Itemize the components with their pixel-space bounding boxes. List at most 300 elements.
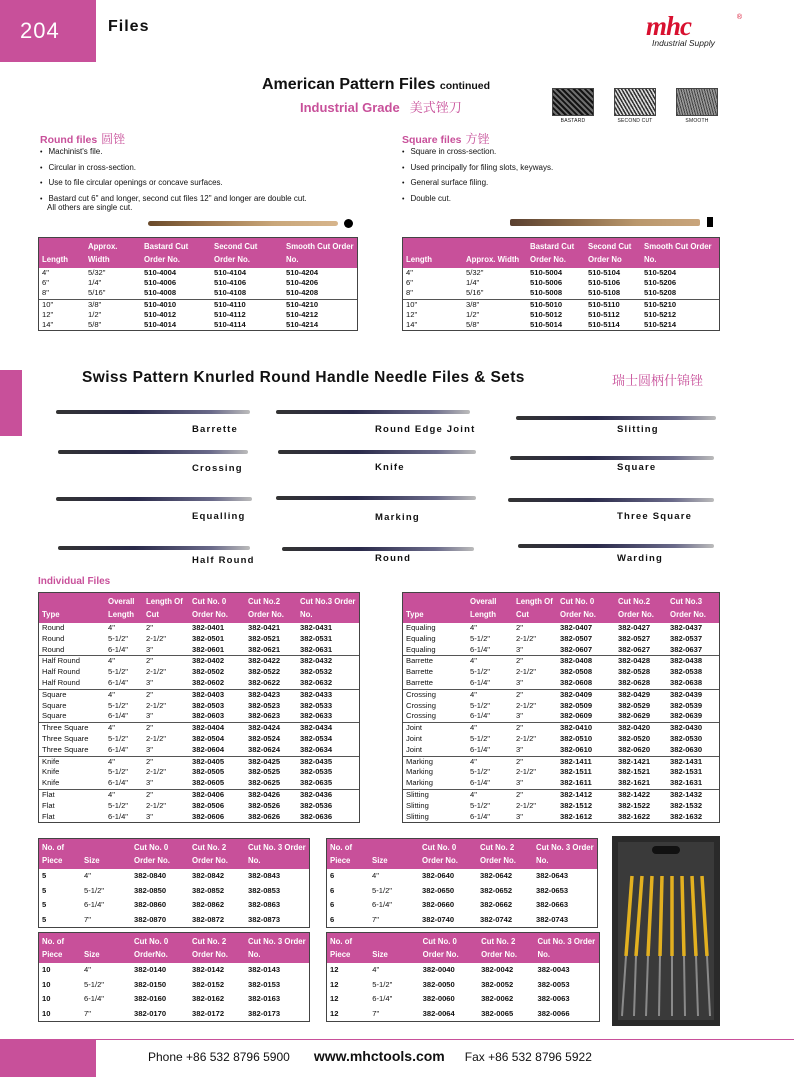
- table-cell: 382-0522: [248, 667, 281, 677]
- table-cell: 382-0063: [537, 994, 570, 1003]
- table-cell: 2": [513, 756, 557, 767]
- table-row: [39, 667, 359, 678]
- table-row: [39, 767, 359, 778]
- table-cell: 382-0742: [480, 914, 513, 924]
- table-cell: 10: [42, 979, 51, 989]
- table-cell: 510-5106: [588, 278, 621, 288]
- table-cell: 4": [467, 756, 513, 767]
- table-cell: 2-1/2": [146, 700, 167, 710]
- table-header-row: [403, 593, 719, 623]
- column-header: No. of Piece: [327, 839, 369, 869]
- table-cell: 382-0163: [248, 994, 281, 1003]
- table-cell: 5-1/2": [372, 885, 393, 895]
- table-cell: 5-1/2": [108, 633, 129, 643]
- table-cell: 382-0527: [618, 633, 651, 643]
- table-cell: 5-1/2": [470, 667, 491, 677]
- table-cell: 6-1/4": [470, 811, 491, 821]
- table-row: [39, 656, 359, 667]
- table-cell: 510-4108: [214, 288, 247, 298]
- table-cell: 382-0409: [557, 689, 615, 700]
- column-header: Cut No. 3 Order No.: [533, 839, 597, 869]
- american-title-suffix: continued: [439, 80, 491, 92]
- table-cell: 382-0533: [300, 700, 333, 710]
- individual-files-heading: Individual Files: [38, 576, 111, 587]
- table-cell: 382-0401: [192, 623, 225, 632]
- table-cell: 382-0426: [245, 789, 297, 800]
- table-cell: 382-0523: [248, 700, 281, 710]
- table-cell: 6-1/4": [372, 900, 393, 909]
- table-cell: 510-4104: [214, 268, 247, 277]
- table-cell: Equaling: [406, 623, 436, 632]
- table-cell: 3": [516, 644, 523, 654]
- column-header: Length: [39, 238, 85, 268]
- table-cell: 510-4008: [144, 288, 177, 298]
- table-row: [403, 268, 719, 278]
- table-cell: 382-1511: [560, 767, 592, 777]
- table-cell: 1/4": [88, 278, 102, 288]
- label-equalling: Equalling: [192, 511, 246, 522]
- table-cell: 6": [406, 278, 413, 288]
- table-cell: 382-0873: [248, 914, 281, 924]
- table-cell: 382-1622: [618, 811, 651, 821]
- label-three-square: Three Square: [617, 511, 693, 522]
- table-cell: 382-0532: [300, 667, 333, 677]
- table-cell: 382-0863: [248, 900, 281, 909]
- round-file-image: [148, 221, 338, 226]
- table-cell: 382-0627: [618, 644, 651, 654]
- table-cell: 382-0663: [536, 900, 569, 909]
- table-cell: 510-5114: [588, 320, 620, 330]
- square-file-image: [510, 219, 700, 226]
- table-cell: 382-0634: [300, 744, 333, 754]
- table-cell: 510-5212: [644, 309, 677, 319]
- table-cell: 510-4112: [214, 309, 246, 319]
- table-row: [39, 913, 309, 928]
- registered-mark: ®: [736, 14, 742, 21]
- table-cell: 382-0534: [300, 733, 333, 743]
- table-cell: 510-5112: [588, 309, 620, 319]
- table-cell: 382-0502: [192, 667, 225, 677]
- column-header: No. of Piece: [39, 933, 81, 963]
- table-cell: 5-1/2": [470, 633, 491, 643]
- table-cell: Flat: [39, 789, 105, 800]
- table-row: [327, 963, 599, 978]
- table-cell: 382-1532: [670, 800, 703, 810]
- table-cell: Joint: [403, 723, 467, 734]
- table-cell: 382-0428: [615, 656, 667, 667]
- table-cell: 510-5214: [644, 320, 677, 330]
- label-round-edge-joint: Round Edge Joint: [375, 424, 476, 435]
- set-table-12pc: [326, 932, 600, 1022]
- table-cell: 382-0621: [248, 644, 281, 654]
- label-warding: Warding: [617, 553, 664, 564]
- table-cell: 382-0601: [192, 644, 225, 654]
- table-cell: 382-0862: [192, 900, 225, 909]
- table-cell: Marking: [406, 778, 434, 788]
- table-cell: 382-0633: [300, 711, 333, 721]
- table-cell: 4": [467, 789, 513, 800]
- american-title: [262, 76, 490, 94]
- table-cell: 6-1/4": [84, 900, 105, 909]
- table-cell: 382-0060: [422, 994, 455, 1003]
- table-cell: 3": [516, 744, 523, 754]
- column-header: Cut No. 3 Order No.: [245, 933, 309, 963]
- table-cell: 382-0170: [134, 1008, 167, 1018]
- table-cell: 5/16": [88, 288, 106, 298]
- needle-file-slitting: [516, 416, 716, 420]
- table-cell: 2-1/2": [516, 633, 537, 643]
- table-cell: 382-0153: [248, 979, 281, 989]
- table-cell: Barrette: [406, 667, 434, 677]
- table-cell: 5-1/2": [108, 767, 129, 777]
- table-cell: 2": [513, 689, 557, 700]
- table-row: [39, 745, 359, 756]
- table-cell: 1/4": [466, 278, 480, 288]
- table-cell: Half Round: [42, 677, 80, 687]
- table-row: [39, 701, 359, 712]
- table-cell: 382-0172: [192, 1008, 225, 1018]
- label-knife: Knife: [375, 462, 405, 473]
- table-row: [403, 656, 719, 667]
- table-row: [39, 634, 359, 645]
- table-cell: 3": [146, 711, 153, 721]
- table-cell: 382-0062: [481, 994, 514, 1003]
- table-cell: 382-0431: [300, 623, 333, 632]
- table-cell: 3": [516, 811, 523, 821]
- table-cell: 382-0421: [248, 623, 281, 632]
- table-cell: 6-1/4": [470, 711, 491, 721]
- heading-text: Round files: [40, 134, 98, 146]
- table-cell: Square: [39, 689, 105, 700]
- table-cell: 6: [330, 885, 335, 895]
- column-header: Cut No.2 Order No.: [245, 593, 297, 623]
- table-cell: Crossing: [403, 689, 467, 700]
- table-cell: 382-0740: [422, 914, 455, 924]
- table-cell: 382-0602: [192, 677, 225, 687]
- table-cell: 382-0439: [667, 689, 719, 700]
- table-cell: Knife: [42, 767, 60, 777]
- label-barrette: Barrette: [192, 424, 239, 435]
- needle-file-crossing: [58, 450, 248, 454]
- table-cell: 2": [143, 723, 189, 734]
- table-cell: 382-0430: [667, 723, 719, 734]
- table-cell: Round: [42, 633, 65, 643]
- table-cell: 382-1531: [670, 767, 703, 777]
- table-cell: 5-1/2": [84, 885, 105, 895]
- column-header: Cut No. 3 Order No.: [245, 839, 309, 869]
- table-cell: 382-0870: [134, 914, 167, 924]
- table-cell: 3": [516, 778, 523, 788]
- needle-file-set-package-image: [612, 836, 720, 1026]
- table-cell: Equaling: [406, 644, 436, 654]
- table-row: [39, 711, 359, 722]
- table-row: [327, 884, 597, 899]
- table-cell: 510-4206: [286, 278, 319, 288]
- column-header: Cut No. 2 Order No.: [478, 933, 534, 963]
- needle-file-half-round: [58, 546, 250, 550]
- table-cell: 382-0524: [248, 733, 281, 743]
- table-cell: 382-0140: [134, 965, 167, 974]
- table-cell: 10": [403, 299, 463, 310]
- table-cell: 10: [42, 965, 51, 974]
- table-cell: 382-0422: [245, 656, 297, 667]
- column-header: Second Cut Order No: [585, 238, 641, 268]
- table-cell: 382-0872: [192, 914, 225, 924]
- table-cell: 5-1/2": [84, 979, 105, 989]
- table-cell: 382-0065: [481, 1008, 514, 1018]
- table-cell: 5-1/2": [372, 979, 393, 989]
- column-header: Size: [369, 839, 419, 869]
- table-cell: 14": [406, 320, 418, 330]
- needle-file-three-square: [508, 498, 714, 502]
- table-cell: 382-0501: [192, 633, 225, 643]
- table-cell: 382-0625: [248, 778, 281, 788]
- table-row: [403, 689, 719, 700]
- table-cell: 6": [42, 278, 49, 288]
- table-cell: 382-0064: [422, 1008, 455, 1018]
- table-row: [39, 778, 359, 789]
- table-cell: 2-1/2": [516, 667, 537, 677]
- table-cell: 382-0843: [248, 871, 281, 880]
- table-cell: 6-1/4": [108, 644, 129, 654]
- table-cell: 382-0528: [618, 667, 651, 677]
- table-row: [403, 678, 719, 689]
- column-header: Cut No. 2 Order No.: [477, 839, 533, 869]
- table-row: [403, 623, 719, 634]
- table-row: [403, 645, 719, 656]
- swatch-label: SMOOTH: [685, 118, 709, 124]
- table-cell: 510-4004: [144, 268, 177, 277]
- table-cell: 382-0143: [248, 965, 281, 974]
- table-cell: 382-1422: [615, 789, 667, 800]
- table-cell: 5-1/2": [108, 800, 129, 810]
- american-subtitle: [300, 97, 462, 116]
- table-row: [403, 288, 719, 299]
- individual-files-table-right: [402, 592, 720, 823]
- table-cell: 382-0508: [560, 667, 593, 677]
- table-cell: 382-0162: [192, 994, 225, 1003]
- footer-accent: [0, 1039, 96, 1077]
- heading-text: Square files: [402, 134, 462, 146]
- table-cell: 6-1/4": [108, 811, 129, 821]
- round-files-bullets: [40, 145, 307, 207]
- table-cell: 382-1421: [615, 756, 667, 767]
- table-cell: 5/32": [466, 268, 484, 277]
- table-cell: 382-0842: [192, 871, 225, 880]
- table-cell: 382-0632: [300, 677, 333, 687]
- table-cell: 4": [372, 965, 380, 974]
- set-table-6pc: [326, 838, 598, 928]
- table-cell: 382-0438: [667, 656, 719, 667]
- table-cell: 382-0622: [248, 677, 281, 687]
- table-cell: 382-0650: [422, 885, 455, 895]
- table-cell: 2-1/2": [146, 667, 167, 677]
- table-cell: 382-0538: [670, 667, 703, 677]
- table-cell: 382-0603: [192, 711, 225, 721]
- side-tab: [0, 370, 22, 436]
- round-profile-icon: [344, 219, 353, 228]
- table: [39, 593, 359, 822]
- table-cell: 382-1411: [557, 756, 615, 767]
- table-cell: 8": [406, 288, 413, 298]
- table-row: [403, 723, 719, 734]
- table-cell: 510-5008: [530, 288, 563, 298]
- table-cell: 382-0520: [618, 733, 651, 743]
- table-cell: 382-0652: [480, 885, 513, 895]
- table-cell: 382-1621: [618, 778, 651, 788]
- table-cell: 382-0640: [422, 871, 455, 880]
- table-row: [39, 978, 309, 993]
- table-cell: 382-1612: [560, 811, 593, 821]
- table-row: [403, 767, 719, 778]
- table-cell: 10: [42, 994, 51, 1003]
- american-title-text: American Pattern Files: [262, 76, 436, 93]
- column-header: Cut No.3 Order No.: [667, 593, 719, 623]
- table-row: [39, 268, 357, 278]
- table-cell: 4": [406, 268, 413, 277]
- table-cell: 382-0507: [560, 633, 593, 643]
- table-cell: 2-1/2": [516, 700, 537, 710]
- table-cell: 382-0435: [297, 756, 359, 767]
- table-cell: Joint: [406, 744, 423, 754]
- table-cell: 4": [105, 723, 143, 734]
- table-cell: 382-0536: [300, 800, 333, 810]
- table-cell: 12": [406, 309, 418, 319]
- table-cell: 5-1/2": [470, 733, 491, 743]
- table-cell: 382-0503: [192, 700, 225, 710]
- table-cell: 382-0606: [192, 811, 225, 821]
- table-cell: 510-5010: [527, 299, 585, 310]
- table-cell: 382-0521: [248, 633, 281, 643]
- table-cell: 5/8": [88, 320, 102, 330]
- set-table-10pc: [38, 932, 310, 1022]
- table-header-row: [39, 238, 357, 268]
- table-cell: 510-4212: [286, 309, 319, 319]
- section-title: Files: [108, 18, 150, 35]
- table-cell: 382-1431: [667, 756, 719, 767]
- table-cell: 382-0743: [536, 914, 569, 924]
- table-cell: 3": [516, 711, 523, 721]
- table-cell: 382-0427: [618, 623, 651, 632]
- square-files-bullets: [402, 145, 553, 207]
- column-header: Size: [81, 839, 131, 869]
- table-cell: 4": [84, 965, 91, 974]
- page-number: 204: [0, 0, 96, 62]
- table-cell: 382-0624: [248, 744, 281, 754]
- table-cell: 382-0623: [248, 711, 281, 721]
- column-header: Type: [39, 593, 105, 623]
- table-cell: 382-0662: [480, 900, 513, 909]
- table-cell: 5: [42, 900, 47, 909]
- column-header: Size: [81, 933, 131, 963]
- table-row: [39, 1007, 309, 1022]
- table-row: [403, 278, 719, 288]
- table-cell: 5-1/2": [470, 800, 491, 810]
- table-cell: 2": [513, 723, 557, 734]
- table-cell: 8": [42, 288, 49, 298]
- table-cell: Barrette: [403, 656, 467, 667]
- table-cell: 382-0653: [536, 885, 569, 895]
- table-cell: 382-0423: [245, 689, 297, 700]
- table-cell: 2": [516, 623, 523, 632]
- table-row: [403, 789, 719, 800]
- column-header: Smooth Cut Order No.: [283, 238, 357, 268]
- table-cell: 5-1/2": [108, 700, 129, 710]
- table-cell: 14": [42, 320, 54, 330]
- footer-contact: [148, 1048, 592, 1064]
- label-marking: Marking: [375, 512, 420, 523]
- column-header: Smooth Cut Order No.: [641, 238, 719, 268]
- table-cell: 382-1632: [670, 811, 703, 821]
- table-cell: 6-1/4": [108, 711, 129, 721]
- swiss-title: Swiss Pattern Knurled Round Handle Needle Files & Sets: [82, 369, 525, 386]
- label-round: Round: [375, 553, 412, 564]
- table-cell: 2": [143, 689, 189, 700]
- table-row: [403, 711, 719, 722]
- table-cell: 2-1/2": [146, 733, 167, 743]
- table-cell: Half Round: [39, 656, 105, 667]
- needle-file-marking: [276, 496, 476, 500]
- column-header: Bastard Cut Order No.: [141, 238, 211, 268]
- round-files-table: [38, 237, 358, 331]
- table-row: [39, 288, 357, 299]
- column-header: No. of Piece: [327, 933, 369, 963]
- table-cell: 5/32": [88, 268, 106, 277]
- table-cell: 510-4210: [283, 299, 357, 310]
- needle-file-equalling: [56, 497, 252, 501]
- table-cell: 382-1512: [560, 800, 593, 810]
- table-cell: Joint: [406, 733, 423, 743]
- table-row: [39, 812, 359, 823]
- bullet: • Machinist's file.: [40, 145, 307, 161]
- needle-file-warding: [518, 544, 714, 548]
- table-cell: 382-1522: [618, 800, 651, 810]
- table-cell: 6-1/4": [108, 778, 129, 788]
- table-cell: 382-0042: [481, 965, 514, 974]
- table-row: [403, 320, 719, 330]
- table-cell: 382-0529: [618, 700, 651, 710]
- column-header: Length: [403, 238, 463, 268]
- table-row: [39, 801, 359, 812]
- table-cell: 12: [330, 1008, 339, 1018]
- table-cell: 5-1/2": [470, 767, 491, 777]
- table-cell: 10: [42, 1008, 51, 1018]
- table-cell: Round: [42, 644, 65, 654]
- set-table-5pc: [38, 838, 310, 928]
- column-header: Cut No. 2 Order No.: [189, 839, 245, 869]
- table-row: [327, 992, 599, 1007]
- table-cell: Half Round: [42, 667, 80, 677]
- footer-website[interactable]: www.mhctools.com: [313, 1048, 445, 1064]
- bullet: • General surface filing.: [402, 176, 553, 192]
- table-cell: 510-5110: [585, 299, 641, 310]
- needle-file-barrette: [56, 410, 250, 414]
- table-cell: 382-0639: [670, 711, 703, 721]
- table-cell: 510-4110: [211, 299, 283, 310]
- table-cell: 2": [143, 656, 189, 667]
- table-cell: 5-1/2": [470, 700, 491, 710]
- table-row: [403, 634, 719, 645]
- table-cell: 12: [330, 994, 339, 1003]
- table-row: [39, 623, 359, 634]
- table-cell: 382-0840: [134, 871, 167, 880]
- table-cell: 6-1/4": [84, 994, 105, 1003]
- table-cell: 510-5208: [644, 288, 677, 298]
- column-header: Length Of Cut: [513, 593, 557, 623]
- footer-fax: Fax +86 532 8796 5922: [464, 1050, 592, 1064]
- table-row: [39, 678, 359, 689]
- table-cell: 12: [330, 979, 339, 989]
